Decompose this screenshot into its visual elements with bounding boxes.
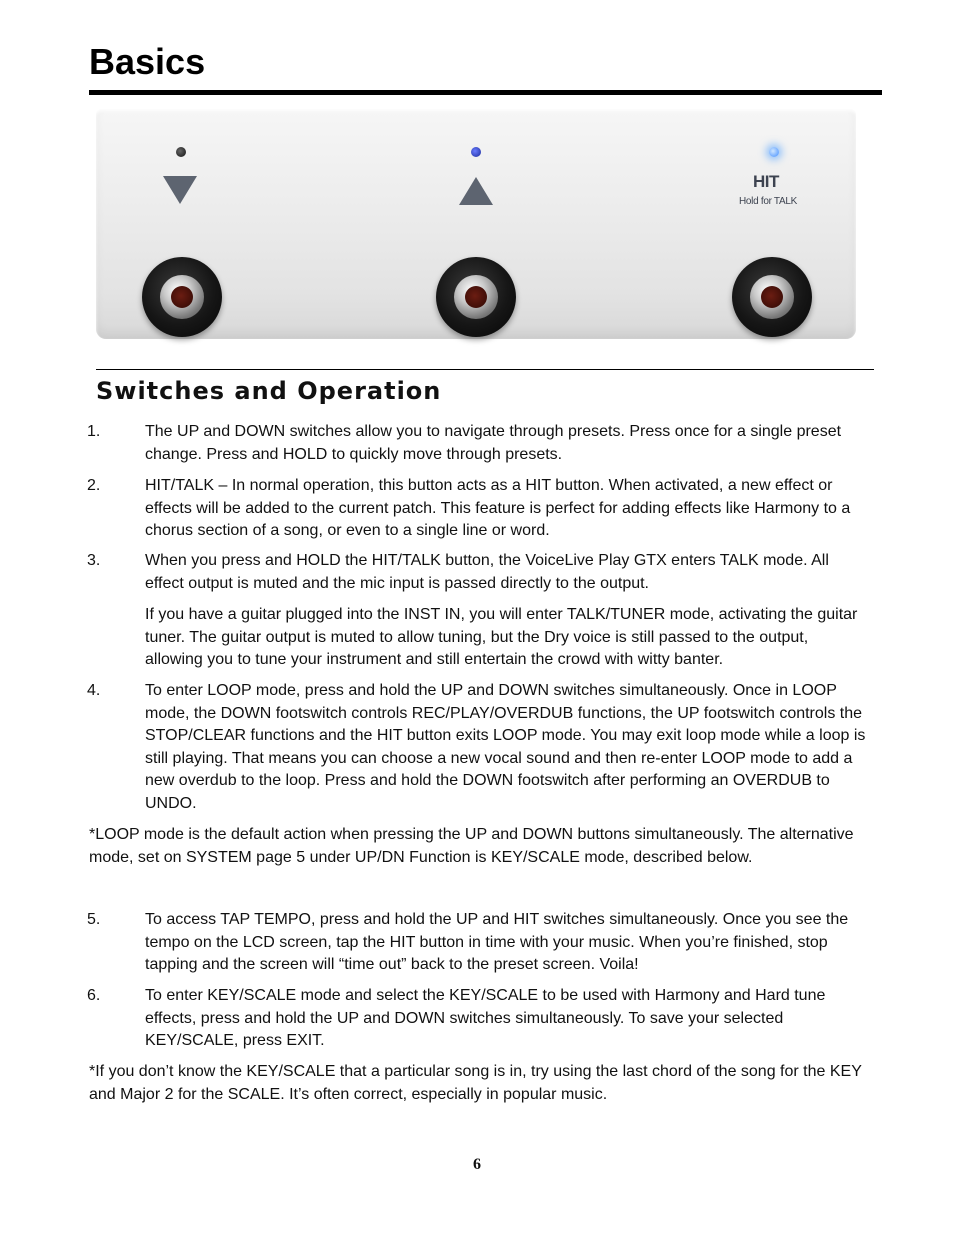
key-scale-note: *If you don’t know the KEY/SCALE that a particular song is in, try using the last chord of the song for the KEY and Major 2 for the SCALE. It’s often correct, especially in popular music. <box>89 1063 862 1103</box>
loop-note: *LOOP mode is the default action when pressing the UP and DOWN buttons simultaneously. The alternative mode, set on SYSTEM page 5 under UP/DN Function is KEY/SCALE mode, described below. <box>89 826 854 866</box>
page-number: 6 <box>473 1156 481 1173</box>
led-indicator-icon <box>471 147 481 157</box>
led-indicator-icon <box>176 147 186 157</box>
list-item-text: To enter KEY/SCALE mode and select the KEY/SCALE to be used with Harmony and Hard tune effects, press and hold the UP and DOWN switches simultaneously. To save your selected KEY/SCALE, press EXIT. <box>145 987 826 1050</box>
list-item-number: 6. <box>87 987 101 1004</box>
list-item-text: To enter LOOP mode, press and hold the UP and DOWN switches simultaneously. Once in LOOP mode, the DOWN footswitch controls REC/PLAY/OVERDUB functions, the UP footswitch controls the STOP/CLEAR functions and the HIT button exits LOOP mode. You may exit loop mode while a loop is still playing. That means you can choose a new vocal sound and then re-enter LOOP mode to add a new overdub to the loop. Press and hold the DOWN footswitch after performing an OVERDUB to UNDO. <box>145 682 866 812</box>
page-title: Basics <box>89 41 206 82</box>
up-arrow-icon <box>459 177 493 205</box>
list-item-text: To access TAP TEMPO, press and hold the UP and HIT switches simultaneously. Once you see the tempo on the LCD screen, tap the HIT button in time with your music. When you’re finished, stop tapping and the screen will “time out” back to the preset screen. Voila! <box>145 911 849 974</box>
down-arrow-icon <box>163 176 197 204</box>
list-item-number: 3. <box>87 552 101 569</box>
title-rule <box>89 90 882 95</box>
hit-sublabel: Hold for TALK <box>739 196 797 207</box>
pedal-photo <box>96 109 856 339</box>
up-footswitch <box>436 257 516 337</box>
hit-label: HIT <box>753 172 779 191</box>
section-rule <box>96 369 874 370</box>
list-item-number: 2. <box>87 477 101 494</box>
led-indicator-icon <box>769 147 779 157</box>
section-title: Switches and Operation <box>96 377 442 405</box>
list-item-text: When you press and HOLD the HIT/TALK button, the VoiceLive Play GTX enters TALK mode. All effect output is muted and the mic input is passed directly to the output. <box>145 552 829 592</box>
list-item-number: 5. <box>87 911 101 928</box>
hit-footswitch <box>732 257 812 337</box>
list-item-number: 1. <box>87 423 101 440</box>
list-item-text: HIT/TALK – In normal operation, this button acts as a HIT button. When activated, a new effect or effects will be added to the current patch. This feature is perfect for adding effects like Harmony to a chorus section of a song, or even to a single line or word. <box>145 477 851 540</box>
list-item-number: 4. <box>87 682 101 699</box>
list-item-paragraph: If you have a guitar plugged into the INST IN, you will enter TALK/TUNER mode, activating the guitar tuner. The guitar output is muted to allow tuning, but the Dry voice is still passed to the output, allowing you to tune your instrument and still entertain the crowd with witty banter. <box>145 606 858 669</box>
list-item-text: The UP and DOWN switches allow you to navigate through presets. Press once for a single preset change. Press and HOLD to quickly move through presets. <box>145 423 842 463</box>
down-footswitch <box>142 257 222 337</box>
